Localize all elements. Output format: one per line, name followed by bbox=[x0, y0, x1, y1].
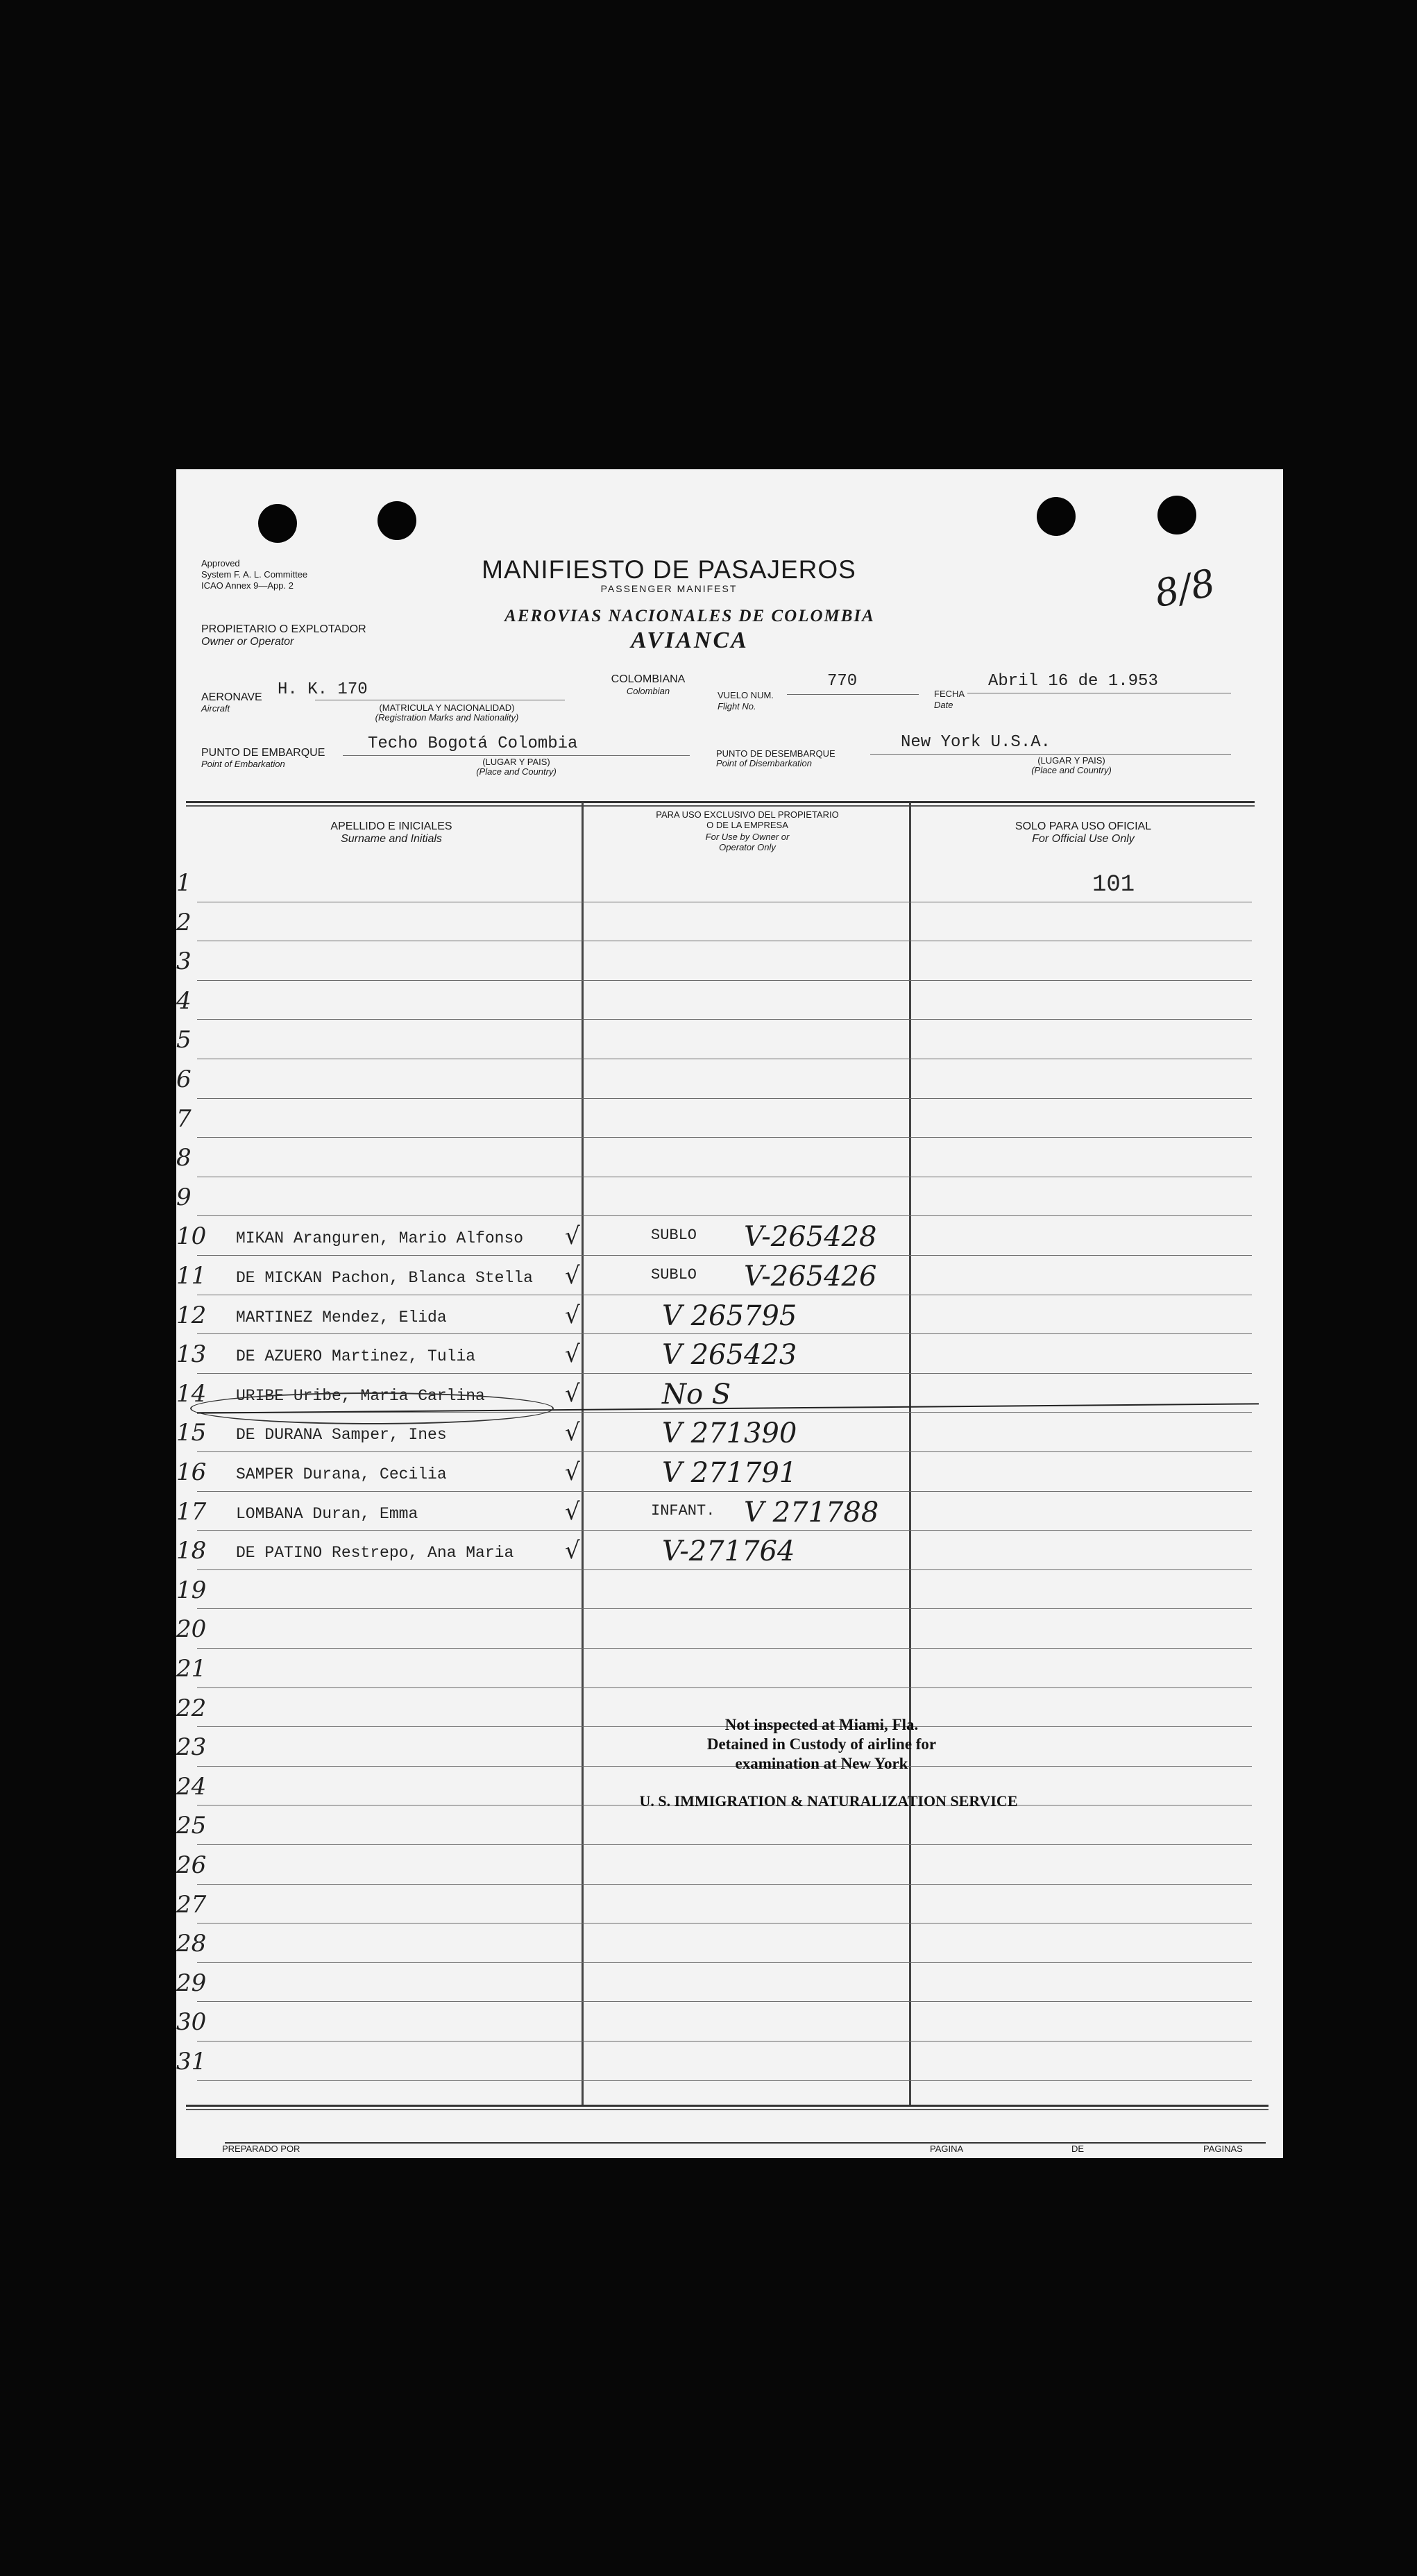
row-rule bbox=[197, 1648, 1252, 1649]
page-title: MANIFIESTO DE PASAJEROS bbox=[482, 555, 856, 584]
footer-de: DE bbox=[1071, 2144, 1085, 2154]
approval-line: ICAO Annex 9—App. 2 bbox=[201, 580, 294, 591]
flight-label-en: Flight No. bbox=[718, 701, 756, 712]
footer-prepared: PREPARADO POR bbox=[222, 2144, 300, 2154]
row-number: 20 bbox=[176, 1615, 207, 1644]
table-top-border bbox=[186, 805, 1255, 807]
nationality-label: COLOMBIANA bbox=[611, 673, 686, 685]
place-label: (LUGAR Y PAIS) bbox=[482, 757, 550, 767]
row-rule bbox=[197, 1098, 1252, 1099]
passenger-name: MIKAN Aranguren, Mario Alfonso bbox=[236, 1229, 524, 1248]
row-rule bbox=[197, 1608, 1252, 1609]
row-rule bbox=[197, 1255, 1252, 1256]
row-number: 2 bbox=[176, 908, 192, 936]
row-number: 26 bbox=[176, 1851, 207, 1879]
column-header-official-en: For Official Use Only bbox=[1032, 833, 1135, 845]
owner-note: SUBLO bbox=[651, 1266, 697, 1283]
owner-label-en: Owner or Operator bbox=[201, 636, 294, 648]
check-mark-icon: √ bbox=[565, 1497, 580, 1526]
row-number: 8 bbox=[176, 1144, 192, 1172]
nationality-label-en: Colombian bbox=[626, 686, 670, 696]
aircraft-label-en: Aircraft bbox=[201, 703, 230, 714]
owner-label: PROPIETARIO O EXPLOTADOR bbox=[201, 623, 366, 635]
passenger-name: MARTINEZ Mendez, Elida bbox=[236, 1308, 447, 1327]
table-top-border bbox=[186, 801, 1255, 803]
strike-ellipse bbox=[190, 1392, 554, 1424]
row-rule bbox=[197, 1491, 1252, 1492]
row-number: 24 bbox=[176, 1772, 207, 1801]
embark-label-en: Point of Embarkation bbox=[201, 759, 285, 769]
passenger-name: DE PATINO Restrepo, Ana Maria bbox=[236, 1544, 514, 1563]
disembark-value: New York U.S.A. bbox=[901, 733, 1051, 752]
visa-number: V-265428 bbox=[744, 1221, 877, 1254]
owner-note: INFANT. bbox=[651, 1501, 715, 1519]
row-number: 25 bbox=[176, 1812, 207, 1840]
row-number: 17 bbox=[176, 1497, 207, 1526]
owner-note: SUBLO bbox=[651, 1227, 697, 1245]
punch-hole bbox=[1157, 496, 1196, 534]
flight-value: 770 bbox=[827, 672, 858, 691]
visa-number: V 271791 bbox=[662, 1457, 797, 1489]
visa-number: V-265426 bbox=[744, 1261, 877, 1293]
column-header-official: SOLO PARA USO OFICIAL bbox=[1015, 820, 1152, 832]
row-rule bbox=[197, 2001, 1252, 2002]
stamp-line: U. S. IMMIGRATION & NATURALIZATION SERVICE bbox=[639, 1792, 1018, 1810]
stamp-line: examination at New York bbox=[735, 1755, 908, 1772]
stamp-line: Detained in Custody of airline for bbox=[706, 1735, 937, 1753]
visa-number: V-271764 bbox=[662, 1535, 795, 1568]
row-rule bbox=[197, 1687, 1252, 1688]
row-number: 21 bbox=[176, 1655, 207, 1683]
check-mark-icon: √ bbox=[565, 1340, 580, 1369]
stamp-line: Not inspected at Miami, Fla. bbox=[724, 1716, 919, 1733]
row-number: 31 bbox=[176, 2048, 207, 2076]
punch-hole bbox=[377, 501, 416, 540]
disembark-label: PUNTO DE DESEMBARQUE bbox=[716, 748, 835, 759]
date-label-en: Date bbox=[934, 700, 953, 710]
embark-label: PUNTO DE EMBARQUE bbox=[201, 747, 325, 759]
passenger-name: DE MICKAN Pachon, Blanca Stella bbox=[236, 1269, 533, 1287]
row-number: 13 bbox=[176, 1340, 207, 1369]
row-number: 18 bbox=[176, 1537, 207, 1565]
check-mark-icon: √ bbox=[565, 1458, 580, 1486]
aircraft-label: AERONAVE bbox=[201, 691, 262, 703]
row-number: 22 bbox=[176, 1694, 207, 1722]
disembark-label-en: Point of Disembarkation bbox=[716, 758, 813, 768]
column-header-owner-en: For Use by Owner or bbox=[705, 832, 790, 842]
place-label-en: (Place and Country) bbox=[476, 766, 557, 777]
row-number: 4 bbox=[176, 986, 192, 1015]
row-number: 12 bbox=[176, 1301, 207, 1329]
date-label: FECHA bbox=[934, 689, 965, 699]
aircraft-value: H. K. 170 bbox=[278, 680, 368, 699]
page-subtitle: PASSENGER MANIFEST bbox=[600, 583, 738, 594]
visa-number: No S bbox=[662, 1378, 731, 1411]
passenger-name: DE DURANA Samper, Ines bbox=[236, 1426, 447, 1445]
flight-label: VUELO NUM. bbox=[718, 690, 774, 700]
visa-number: V 271390 bbox=[662, 1417, 797, 1450]
registration-label: (MATRICULA Y NACIONALIDAD) bbox=[379, 702, 515, 713]
row-rule bbox=[197, 1137, 1252, 1138]
column-header-name-en: Surname and Initials bbox=[341, 833, 442, 845]
column-header-name: APELLIDO E INICIALES bbox=[330, 820, 452, 832]
official-number: 101 bbox=[1092, 872, 1135, 898]
check-mark-icon: √ bbox=[565, 1222, 580, 1251]
date-value: Abril 16 de 1.953 bbox=[988, 672, 1158, 691]
row-rule bbox=[197, 1373, 1252, 1374]
row-rule bbox=[197, 1333, 1252, 1334]
visa-number: V 265423 bbox=[662, 1339, 797, 1372]
check-mark-icon: √ bbox=[565, 1379, 580, 1408]
approval-line: System F. A. L. Committee bbox=[201, 569, 308, 580]
page-mark: 8/8 bbox=[1151, 560, 1219, 616]
approval-line: Approved bbox=[201, 558, 240, 569]
registration-label-en: (Registration Marks and Nationality) bbox=[375, 712, 519, 723]
table-bottom-border bbox=[186, 2109, 1268, 2110]
table-bottom-border bbox=[186, 2105, 1268, 2107]
visa-number: V 271788 bbox=[744, 1496, 879, 1529]
punch-hole bbox=[258, 504, 297, 543]
passenger-name: SAMPER Durana, Cecilia bbox=[236, 1465, 447, 1483]
visa-number: V 265795 bbox=[662, 1299, 797, 1332]
row-number: 10 bbox=[176, 1222, 207, 1251]
punch-hole bbox=[1037, 497, 1076, 536]
row-rule bbox=[197, 1019, 1252, 1020]
row-number: 11 bbox=[176, 1262, 207, 1290]
check-mark-icon: √ bbox=[565, 1301, 580, 1329]
row-rule bbox=[197, 1569, 1252, 1570]
check-mark-icon: √ bbox=[565, 1537, 580, 1565]
row-number: 30 bbox=[176, 2008, 207, 2037]
passenger-name: URIBE Uribe, Maria Carlina bbox=[236, 1386, 485, 1405]
row-rule bbox=[197, 1530, 1252, 1531]
row-number: 23 bbox=[176, 1733, 207, 1762]
row-rule bbox=[197, 1215, 1252, 1216]
row-rule bbox=[197, 980, 1252, 981]
airline-brand: AVIANCA bbox=[631, 628, 749, 653]
row-rule bbox=[197, 2041, 1252, 2042]
passenger-name: LOMBANA Duran, Emma bbox=[236, 1504, 418, 1523]
row-rule bbox=[197, 1844, 1252, 1845]
row-number: 9 bbox=[176, 1183, 192, 1211]
row-number: 1 bbox=[176, 869, 192, 897]
column-divider bbox=[909, 802, 911, 2106]
check-mark-icon: √ bbox=[565, 1419, 580, 1447]
row-number: 16 bbox=[176, 1458, 207, 1486]
underline bbox=[870, 754, 1231, 755]
column-divider bbox=[582, 802, 584, 2106]
place-label-en: (Place and Country) bbox=[1031, 765, 1112, 775]
manifest-page bbox=[176, 469, 1283, 2158]
column-header-owner: O DE LA EMPRESA bbox=[706, 820, 788, 830]
underline bbox=[343, 755, 690, 756]
row-number: 19 bbox=[176, 1576, 207, 1604]
passenger-name: DE AZUERO Martinez, Tulia bbox=[236, 1347, 476, 1366]
underline bbox=[787, 694, 919, 695]
row-rule bbox=[197, 1884, 1252, 1885]
row-number: 27 bbox=[176, 1890, 207, 1919]
row-number: 29 bbox=[176, 1969, 207, 1997]
row-number: 3 bbox=[176, 948, 192, 976]
row-rule bbox=[197, 1962, 1252, 1963]
column-header-owner: PARA USO EXCLUSIVO DEL PROPIETARIO bbox=[656, 809, 839, 820]
row-number: 5 bbox=[176, 1026, 192, 1054]
row-rule bbox=[197, 1451, 1252, 1452]
row-number: 15 bbox=[176, 1419, 207, 1447]
embark-value: Techo Bogotá Colombia bbox=[368, 734, 578, 753]
row-number: 6 bbox=[176, 1066, 192, 1093]
footer-paginas: PAGINAS bbox=[1203, 2144, 1243, 2154]
footer-pagina: PAGINA bbox=[930, 2144, 964, 2154]
row-number: 7 bbox=[176, 1104, 192, 1133]
airline-name: AEROVIAS NACIONALES DE COLOMBIA bbox=[504, 607, 875, 625]
row-rule bbox=[197, 2080, 1252, 2081]
check-mark-icon: √ bbox=[565, 1262, 580, 1290]
row-number: 14 bbox=[176, 1379, 207, 1408]
footer-rule bbox=[225, 2142, 1266, 2144]
row-number: 28 bbox=[176, 1930, 207, 1958]
column-header-owner-en: Operator Only bbox=[719, 842, 776, 852]
place-label: (LUGAR Y PAIS) bbox=[1037, 755, 1105, 766]
